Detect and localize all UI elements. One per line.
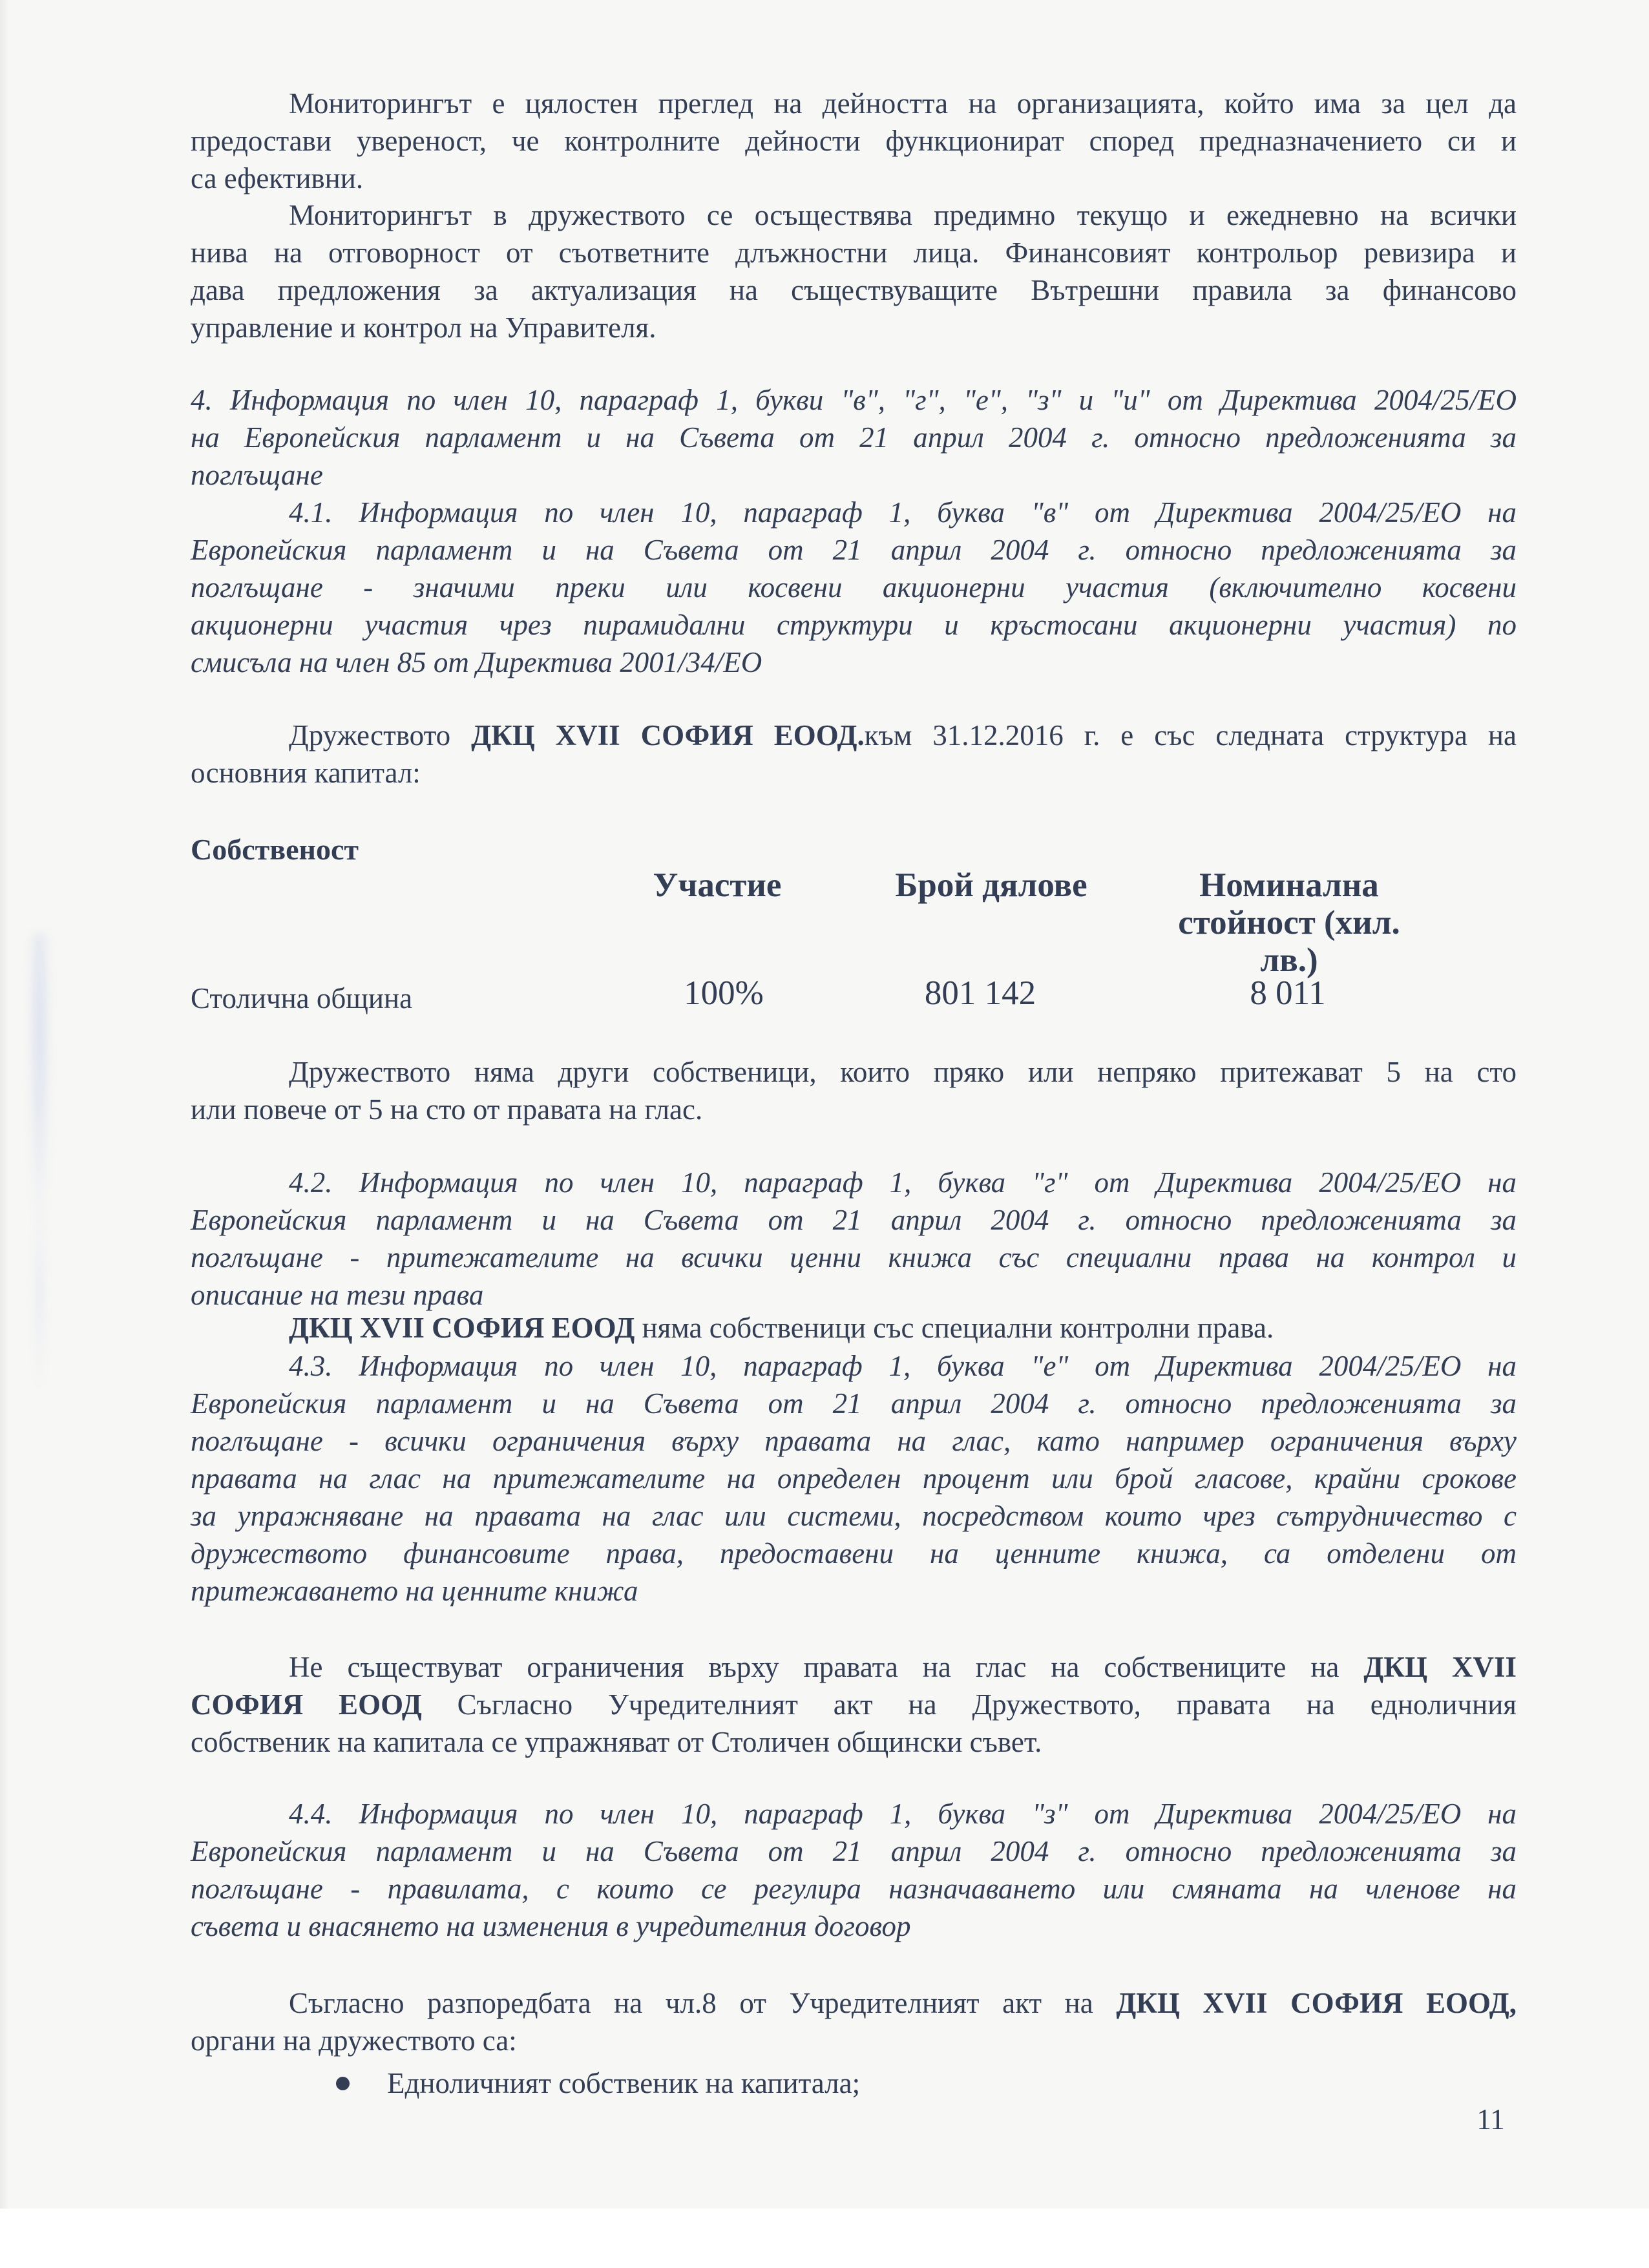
table-header-participation: Участие (653, 866, 782, 904)
text-segment: към 31.12.2016 г. е със следната структура на (864, 719, 1517, 751)
table-header-nominal-line: стойност (хил. (1178, 904, 1400, 941)
text-line: описание на тези права (191, 1279, 484, 1311)
text-line: управление и контрол на Управителя. (191, 311, 656, 344)
table-header-nominal-line: лв.) (1260, 941, 1318, 979)
text-line: или повече от 5 на сто от правата на глас. (191, 1093, 703, 1126)
text-line: поглъщане - значими преки или косвени акционерни участия (включително косвени (191, 571, 1517, 604)
text-line: Дружеството няма други собственици, които пряко или непряко притежават 5 на сто (289, 1056, 1517, 1088)
text-line: притежаването на ценните книжа (191, 1575, 638, 1607)
text-line: Европейския парламент и на Съвета от 21 април 2004 г. относно предложенията за (191, 534, 1517, 566)
text-line: Европейския парламент и на Съвета от 21 април 2004 г. относно предложенията за (191, 1204, 1517, 1236)
list-item (336, 2064, 860, 2102)
paragraph-h44 (191, 1795, 1517, 1945)
text-line: Европейския парламент и на Съвета от 21 април 2004 г. относно предложенията за (191, 1835, 1517, 1867)
text-line: дружеството финансовите права, предоставени на ценните книжа, са отделени от (191, 1537, 1517, 1570)
table-cell-nominal: 8 011 (1250, 974, 1326, 1012)
paragraph-p1 (191, 85, 1517, 197)
text-line (191, 1309, 1517, 1347)
table-header-nominal-value (1160, 866, 1418, 979)
paragraph-h42 (191, 1164, 1517, 1314)
table-cell-owner: Столична община (191, 982, 413, 1014)
paragraph-p4 (191, 1053, 1517, 1128)
text-line: нива на отговорност от съответните длъжностни лица. Финансовият контрольор ревизира и (191, 236, 1517, 269)
paragraph-p7 (191, 1984, 1517, 2059)
text-line: основния капитал: (191, 757, 421, 789)
text-line: органи на дружеството са: (191, 2024, 517, 2057)
text-line: 4.2. Информация по член 10, параграф 1, буква "г" от Директива 2004/25/ЕО на (289, 1166, 1517, 1199)
text-line (191, 1648, 1517, 1686)
text-line (191, 717, 1517, 754)
text-line: поглъщане (191, 459, 323, 491)
bullet-icon (336, 2077, 350, 2090)
text-line (191, 1984, 1517, 2022)
page-number: 11 (1476, 2103, 1505, 2136)
text-line: поглъщане - притежателите на всички ценни книжа със специални права на контрол и (191, 1241, 1517, 1274)
text-line: акционерни участия чрез пирамидални структури и кръстосани акционерни участия) по (191, 609, 1517, 641)
paragraph-p6 (191, 1648, 1517, 1761)
list-item-text: Едноличният собственик на капитала; (387, 2067, 861, 2099)
scan-edge-shade (0, 0, 9, 2268)
paragraph-h4 (191, 381, 1517, 494)
bold-company-name: СОФИЯ ЕООД (191, 1688, 422, 1721)
text-line: 4. Информация по член 10, параграф 1, букви "в", "г", "е", "з" и "и" от Директива 2004/25/ЕО (191, 384, 1517, 416)
text-line: собственик на капитала се упражняват от Столичен общински съвет. (191, 1726, 1042, 1758)
scan-bottom-strip (0, 2209, 1649, 2268)
text-line: за упражняване на правата на глас или системи, посредством които чрез сътрудничество с (191, 1500, 1517, 1532)
text-line: смисъла на член 85 от Директива 2001/34/ЕО (191, 646, 762, 678)
text-segment: няма собственици със специални контролни права. (635, 1312, 1274, 1344)
ownership-heading: Собственост (191, 833, 359, 866)
text-line: поглъщане - всички ограничения върху правата на глас, като например ограничения върху (191, 1425, 1517, 1457)
text-line: са ефективни. (191, 162, 364, 194)
text-line: на Европейския парламент и на Съвета от 21 април 2004 г. относно предложенията за (191, 421, 1517, 454)
text-line: предостави увереност, че контролните дейности функционират според предназначението си и (191, 125, 1517, 157)
text-line: 4.4. Информация по член 10, параграф 1, буква "з" от Директива 2004/25/ЕО на (289, 1798, 1517, 1830)
text-segment: Дружеството (289, 719, 472, 751)
scan-smudge-lower (32, 1195, 47, 1389)
text-line: поглъщане - правилата, с които се регулира назначаването или смяната на членове на (191, 1873, 1517, 1905)
paragraph-h43 (191, 1347, 1517, 1610)
text-line: Европейския парламент и на Съвета от 21 април 2004 г. относно предложенията за (191, 1387, 1517, 1420)
text-line (191, 1686, 1517, 1723)
text-segment: Съгласно Учредителният акт на Дружеството, правата на едноличния (421, 1688, 1517, 1721)
paragraph-h41 (191, 494, 1517, 681)
bold-company-name: ДКЦ XVII СОФИЯ ЕООД (289, 1312, 635, 1344)
bold-company-name: ДКЦ XVII (1363, 1651, 1517, 1683)
text-segment: Не съществуват ограничения върху правата на глас на собствениците на (289, 1651, 1364, 1683)
table-header-shares: Брой дялове (895, 866, 1087, 904)
table-cell-shares: 801 142 (924, 974, 1036, 1012)
paragraph-p5 (191, 1309, 1517, 1347)
paragraph-p3 (191, 717, 1517, 792)
bold-company-name: ДКЦ XVII СОФИЯ ЕООД, (1116, 1987, 1517, 2019)
text-line: Мониторингът е цялостен преглед на дейността на организацията, който има за цел да (289, 87, 1517, 120)
text-line: съвета и внасянето на изменения в учредителния договор (191, 1910, 911, 1942)
table-header-nominal-line: Номинална (1199, 866, 1379, 904)
text-line: Мониторингът в дружеството се осъществява предимно текущо и ежедневно на всички (289, 199, 1517, 231)
text-segment: Съгласно разпоредбата на чл.8 от Учредителният акт на (289, 1987, 1117, 2019)
text-line: 4.3. Информация по член 10, параграф 1, буква "е" от Директива 2004/25/ЕО на (289, 1350, 1517, 1382)
paragraph-p2 (191, 196, 1517, 346)
bold-company-name: ДКЦ XVII СОФИЯ ЕООД. (471, 719, 865, 751)
table-cell-participation: 100% (684, 974, 764, 1012)
text-line: правата на глас на притежателите на определен процент или брой гласове, крайни срокове (191, 1462, 1517, 1495)
text-line: дава предложения за актуализация на съществуващите Вътрешни правила за финансово (191, 274, 1517, 306)
text-line: 4.1. Информация по член 10, параграф 1, буква "в" от Директива 2004/25/ЕО на (289, 496, 1517, 529)
